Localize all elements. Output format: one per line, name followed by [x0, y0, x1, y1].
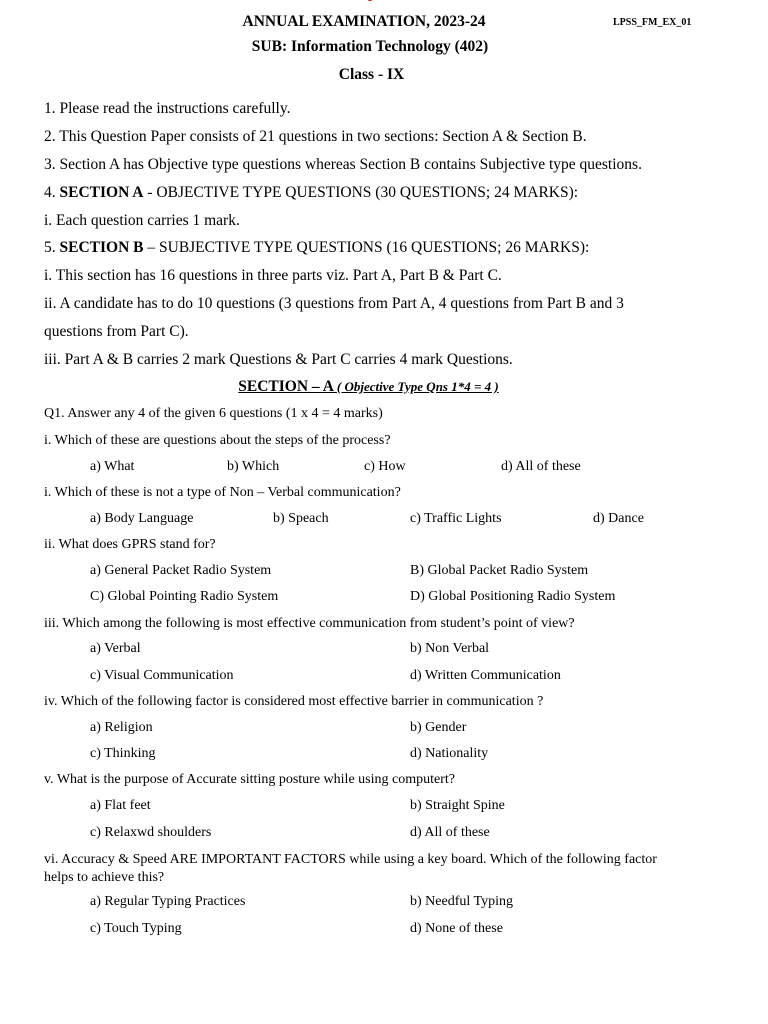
- option: D) Global Positioning Radio System: [410, 589, 616, 604]
- question-text: iv. Which of the following factor is considered most effective barrier in communication ?: [44, 694, 544, 709]
- option: c) How: [364, 459, 406, 474]
- option: d) All of these: [501, 459, 581, 474]
- option: a) Body Language: [90, 511, 194, 526]
- instruction-4: [44, 184, 578, 202]
- option: C) Global Pointing Radio System: [90, 589, 279, 604]
- option: b) Which: [227, 459, 280, 474]
- option: b) Needful Typing: [410, 894, 513, 909]
- form-code: LPSS_FM_EX_01: [613, 17, 692, 28]
- option: a) Flat feet: [90, 798, 151, 813]
- option: B) Global Packet Radio System: [410, 563, 589, 578]
- option: a) General Packet Radio System: [90, 563, 272, 578]
- section-a-subtitle: ( Objective Type Qns 1*4 = 4 ): [336, 379, 499, 394]
- option: d) All of these: [410, 825, 490, 840]
- instruction-1: 1. Please read the instructions carefully.: [44, 100, 291, 117]
- instruction-5a: i. This section has 16 questions in three parts viz. Part A, Part B & Part C.: [44, 267, 502, 284]
- instruction-5-bold: SECTION B: [59, 239, 144, 256]
- option: a) Regular Typing Practices: [90, 894, 246, 909]
- instruction-2: 2. This Question Paper consists of 21 questions in two sections: Section A & Section B.: [44, 128, 587, 145]
- red-mark: [367, 0, 373, 1]
- question-text: ii. What does GPRS stand for?: [44, 537, 216, 552]
- option: a) Verbal: [90, 641, 141, 656]
- instruction-5b-line2: questions from Part C).: [44, 323, 189, 340]
- option: d) Written Communication: [410, 668, 561, 683]
- option: d) None of these: [410, 921, 503, 936]
- question-text: i. Which of these is not a type of Non – Verbal communication?: [44, 485, 401, 500]
- option: b) Speach: [273, 511, 329, 526]
- option: a) Religion: [90, 720, 153, 735]
- option: b) Straight Spine: [410, 798, 505, 813]
- option: b) Non Verbal: [410, 641, 490, 656]
- instruction-4-num: 4.: [44, 184, 60, 201]
- instruction-5-rest: – SUBJECTIVE TYPE QUESTIONS (16 QUESTIONS; 26 MARKS):: [143, 239, 590, 256]
- class-line: Class - IX: [338, 66, 405, 83]
- instruction-3: 3. Section A has Objective type questions whereas Section B contains Subjective type questions.: [44, 156, 642, 173]
- question-text: vi. Accuracy & Speed ARE IMPORTANT FACTORS while using a key board. Which of the following factor helps to achieve this?: [44, 852, 657, 885]
- option: c) Visual Communication: [90, 668, 234, 683]
- section-a-heading: [0, 378, 737, 396]
- section-a-title: SECTION – A: [238, 378, 337, 395]
- instruction-5-num: 5.: [44, 239, 60, 256]
- instruction-5: [44, 239, 589, 257]
- option: d) Nationality: [410, 746, 489, 761]
- q1-instruction: Q1. Answer any 4 of the given 6 questions (1 x 4 = 4 marks): [44, 406, 383, 421]
- instruction-4a: i. Each question carries 1 mark.: [44, 212, 240, 229]
- question-text: iii. Which among the following is most effective communication from student’s point of view?: [44, 616, 575, 631]
- option: c) Relaxwd shoulders: [90, 825, 212, 840]
- question-text: i. Which of these are questions about the steps of the process?: [44, 433, 391, 448]
- exam-title: ANNUAL EXAMINATION, 2023-24: [242, 13, 486, 30]
- option: d) Dance: [593, 511, 644, 526]
- instruction-4-bold: SECTION A: [59, 184, 144, 201]
- option: c) Thinking: [90, 746, 156, 761]
- option: a) What: [90, 459, 135, 474]
- option: c) Touch Typing: [90, 921, 182, 936]
- subject-line: SUB: Information Technology (402): [251, 38, 489, 55]
- instruction-5c: iii. Part A & B carries 2 mark Questions & Part C carries 4 mark Questions.: [44, 351, 513, 368]
- option: b) Gender: [410, 720, 467, 735]
- question-text: v. What is the purpose of Accurate sitting posture while using computert?: [44, 772, 455, 787]
- instruction-5b-line1: ii. A candidate has to do 10 questions (3 questions from Part A, 4 questions from Part B and 3: [44, 295, 624, 312]
- instruction-4-rest: - OBJECTIVE TYPE QUESTIONS (30 QUESTIONS; 24 MARKS):: [143, 184, 579, 201]
- option: c) Traffic Lights: [410, 511, 502, 526]
